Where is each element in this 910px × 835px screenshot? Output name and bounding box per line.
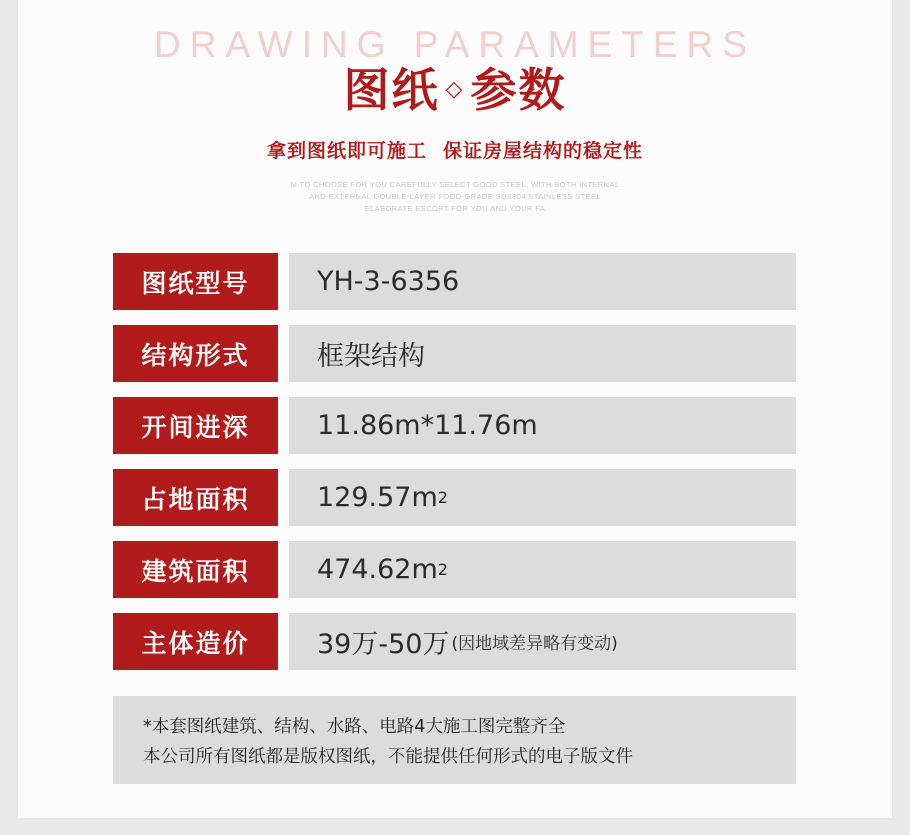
diamond-icon: ◇ <box>445 77 465 102</box>
spec-value <box>289 613 796 670</box>
english-line-3: ELABORATE ESCORT FOR YOU AND YOUR FA <box>364 204 546 213</box>
spec-value <box>289 469 796 526</box>
table-row <box>113 253 796 310</box>
footer-note <box>113 696 796 784</box>
spec-value-text: 39万-50万 <box>317 629 450 660</box>
spec-table <box>113 253 796 685</box>
spec-value-text: 框架结构 <box>317 341 425 372</box>
spec-value-superscript: 2 <box>437 560 448 579</box>
spec-value-text: 11.86m*11.76m <box>317 410 538 441</box>
page-title-right: 参数 <box>470 63 567 117</box>
english-caption <box>18 179 892 215</box>
spec-value <box>289 325 796 382</box>
header <box>18 0 892 215</box>
spec-value-text: 474.62m <box>317 554 438 585</box>
spec-value-superscript: 2 <box>437 488 448 507</box>
content-card <box>18 0 892 818</box>
subtitle <box>18 136 892 163</box>
subtitle-left: 拿到图纸即可施工 <box>266 140 427 162</box>
table-row <box>113 469 796 526</box>
english-line-1: M TO CHOOSE FOR YOU CAREFULLY SELECT GOOD STEEL, WITH BOTH INTERNAL <box>290 180 620 189</box>
spec-value <box>289 397 796 454</box>
subtitle-right: 保证房屋结构的稳定性 <box>443 140 644 162</box>
spec-label: 开间进深 <box>113 397 278 454</box>
spec-label: 结构形式 <box>113 325 278 382</box>
table-row <box>113 325 796 382</box>
footer-note-line-1: *本套图纸建筑、结构、水路、电路4大施工图完整齐全 <box>143 717 566 737</box>
spec-label: 图纸型号 <box>113 253 278 310</box>
spec-label: 占地面积 <box>113 469 278 526</box>
spec-value-text: 129.57m <box>317 482 438 513</box>
table-row <box>113 397 796 454</box>
ghost-title: DRAWING PARAMETERS <box>154 24 756 65</box>
table-row <box>113 541 796 598</box>
page-title <box>18 54 892 120</box>
footer-note-line-2: 本公司所有图纸都是版权图纸，不能提供任何形式的电子版文件 <box>143 747 633 767</box>
spec-label: 建筑面积 <box>113 541 278 598</box>
table-row <box>113 613 796 670</box>
english-line-2: AND EXTERNAL DOUBLE-LAYER FOOD-GRADE SUS304 STAINLESS STEEL <box>309 192 601 201</box>
spec-value-note: (因地域差异略有变动) <box>451 634 618 654</box>
spec-label: 主体造价 <box>113 613 278 670</box>
spec-value <box>289 541 796 598</box>
spec-value <box>289 253 796 310</box>
page-title-left: 图纸 <box>343 63 440 117</box>
spec-value-text: YH-3-6356 <box>317 266 460 297</box>
